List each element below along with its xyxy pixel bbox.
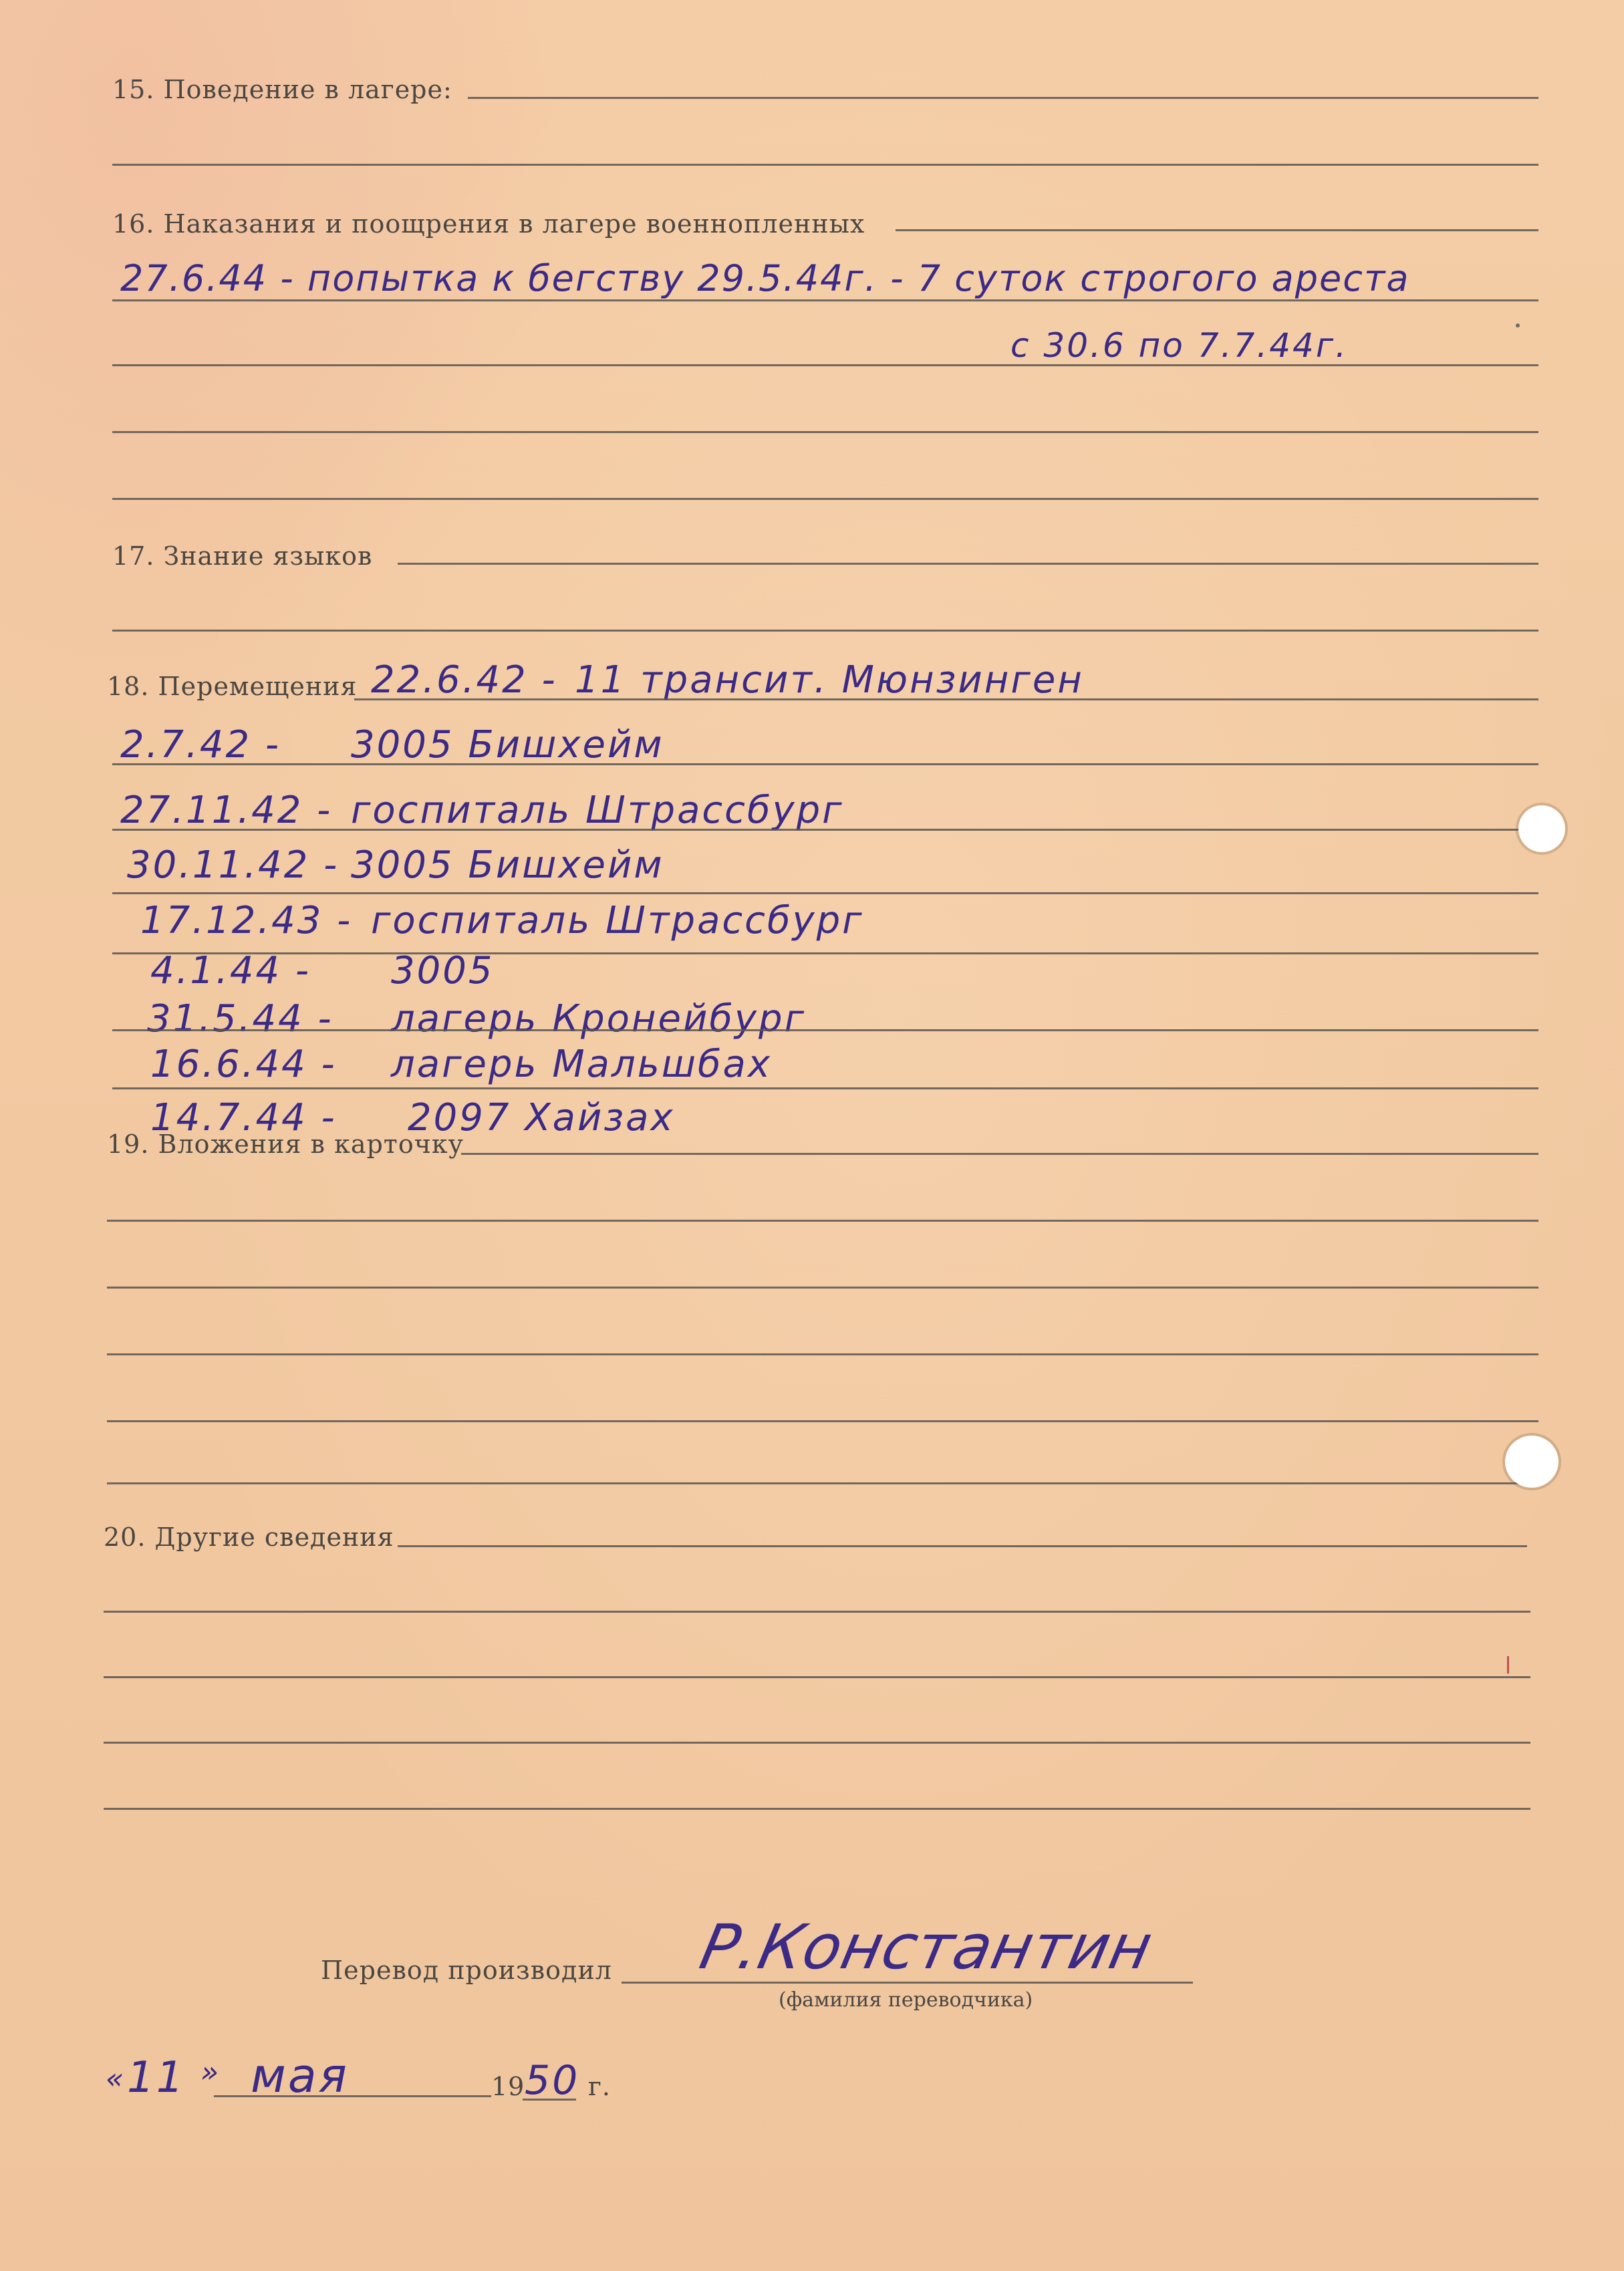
date-year-suffix: 50 xyxy=(525,2057,580,2104)
movement-2-place: 3005 Бишхейм xyxy=(351,723,664,767)
movement-2-date: 2.7.42 - xyxy=(120,723,281,767)
date-month-line xyxy=(214,2095,491,2097)
field-19-line-6 xyxy=(107,1482,1538,1484)
date-month: мая xyxy=(251,2048,349,2103)
field-16-label: 16. Наказания и поощрения в лагере военнопленных xyxy=(112,209,865,239)
field-15-line-2 xyxy=(112,164,1538,166)
movement-3-date: 27.11.42 - xyxy=(120,789,333,832)
date-day: 11 xyxy=(127,2053,186,2103)
movement-7-place: лагерь Кронейбург xyxy=(391,997,807,1041)
field-18-line-2 xyxy=(112,763,1538,765)
field-17-label: 17. Знание языков xyxy=(112,541,373,571)
pencil-mark xyxy=(1516,323,1520,327)
movement-3-place: госпиталь Штрассбург xyxy=(351,789,844,832)
field-18-line xyxy=(354,698,1538,700)
movement-6-place: 3005 xyxy=(391,949,495,992)
field-17-line xyxy=(398,563,1538,565)
field-19-label: 19. Вложения в карточку xyxy=(107,1129,464,1159)
punch-hole-2 xyxy=(1505,1436,1559,1488)
movement-7-date: 31.5.44 - xyxy=(147,997,333,1041)
field-18-line-3 xyxy=(112,829,1538,831)
pencil-mark-2 xyxy=(1507,1656,1509,1674)
date-year-prefix: 19 xyxy=(491,2072,525,2101)
field-15-line xyxy=(468,97,1538,99)
field-20-line-5 xyxy=(104,1808,1530,1810)
date-close-quote: » xyxy=(200,2055,221,2089)
field-19-line-4 xyxy=(107,1353,1538,1355)
movement-8-date: 16.6.44 - xyxy=(150,1043,337,1086)
date-year-mark: г. xyxy=(588,2072,611,2101)
field-16-line-3 xyxy=(112,364,1538,366)
movement-5-place: госпиталь Штрассбург xyxy=(371,899,864,942)
translator-caption: (фамилия переводчика) xyxy=(779,1988,1033,2012)
movement-9-date: 14.7.44 - xyxy=(150,1096,337,1140)
translator-label: Перевод производил xyxy=(321,1956,612,1985)
field-16-line-2 xyxy=(112,299,1538,301)
field-15-label: 15. Поведение в лагере: xyxy=(112,75,452,104)
punch-hole-1 xyxy=(1518,805,1565,852)
field-18-line-7 xyxy=(112,1087,1538,1089)
movement-8-place: лагерь Мальшбах xyxy=(391,1043,772,1086)
punishment-line-1: 27.6.44 - попытка к бегству 29.5.44г. - 7 суток строгого ареста xyxy=(120,257,1410,299)
movement-1-place: 11 трансит. Мюнзинген xyxy=(575,658,1084,702)
date-year-line xyxy=(523,2099,576,2101)
date-open-quote: « xyxy=(106,2062,126,2096)
field-18-line-4 xyxy=(112,892,1538,894)
field-18-label: 18. Перемещения xyxy=(107,672,358,701)
field-17-line-2 xyxy=(112,630,1538,632)
field-20-line-2 xyxy=(104,1611,1530,1613)
field-16-line-5 xyxy=(112,498,1538,500)
field-19-line xyxy=(461,1153,1538,1155)
movement-4-date: 30.11.42 - xyxy=(127,843,340,887)
movement-4-place: 3005 Бишхейм xyxy=(351,843,664,887)
field-16-line-4 xyxy=(112,431,1538,433)
movement-6-date: 4.1.44 - xyxy=(150,949,311,992)
field-19-line-5 xyxy=(107,1420,1538,1422)
field-20-label: 20. Другие сведения xyxy=(104,1522,394,1552)
movement-1-date: 22.6.42 - xyxy=(371,658,557,702)
field-18-line-5 xyxy=(112,952,1538,954)
punishment-line-2: с 30.6 по 7.7.44г. xyxy=(1010,326,1348,365)
field-20-line-3 xyxy=(104,1676,1530,1678)
movement-9-place: 2097 Хайзах xyxy=(408,1096,675,1140)
field-19-line-3 xyxy=(107,1287,1538,1289)
translator-signature: Р.Константин xyxy=(694,1911,1160,1983)
field-18-line-6 xyxy=(112,1029,1538,1031)
field-20-line xyxy=(398,1545,1527,1547)
movement-5-date: 17.12.43 - xyxy=(140,899,353,942)
field-16-line xyxy=(896,229,1538,231)
field-19-line-2 xyxy=(107,1220,1538,1222)
field-20-line-4 xyxy=(104,1742,1530,1744)
